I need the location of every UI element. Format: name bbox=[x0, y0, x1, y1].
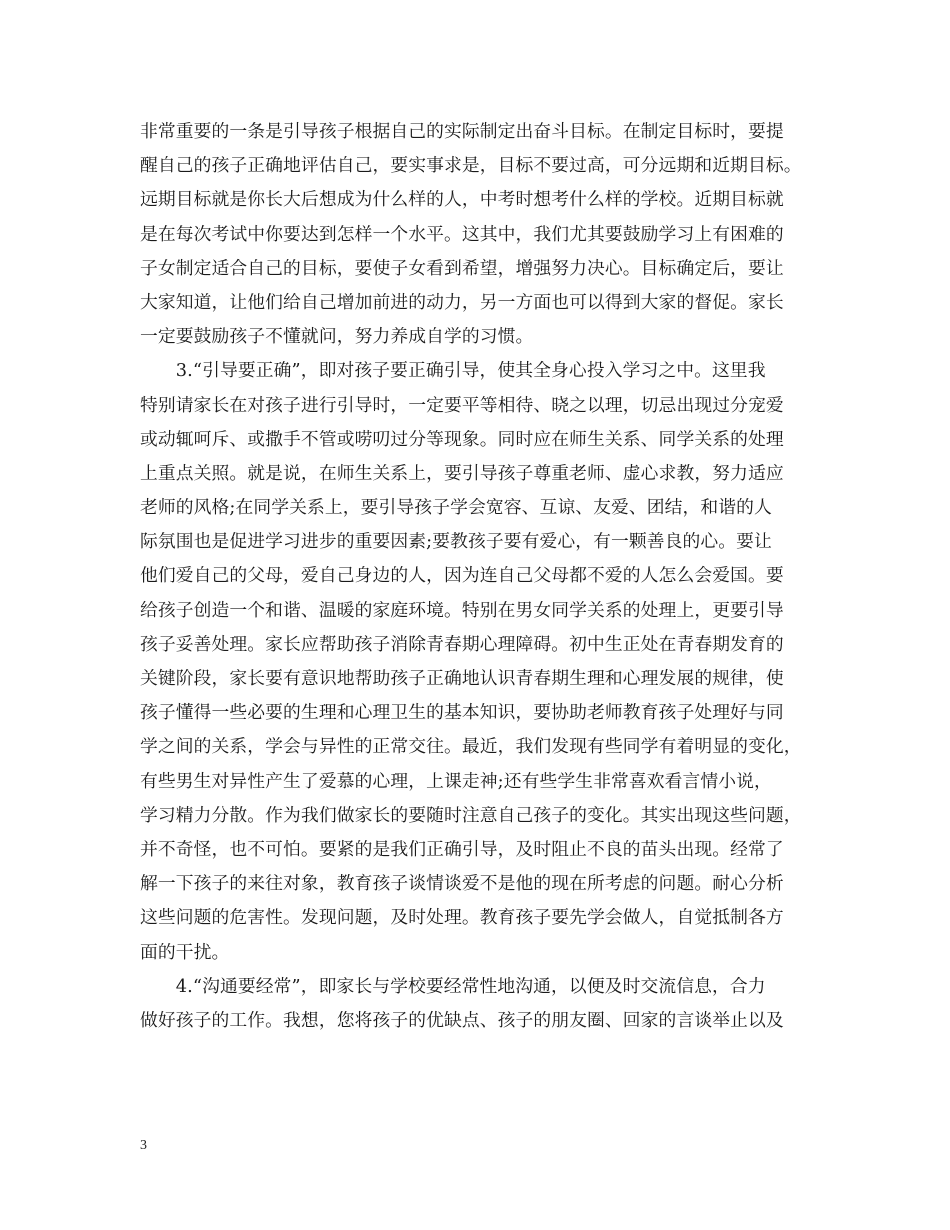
text-line: 远期目标就是你长大后想成为什么样的人，中考时想考什么样的学校。近期目标就 bbox=[140, 189, 784, 211]
text-line: 上重点关照。就是说，在师生关系上，要引导孩子尊重老师、虚心求教，努力适应 bbox=[140, 462, 784, 484]
text-line: 孩子懂得一些必要的生理和心理卫生的基本知识，要协助老师教育孩子处理好与同 bbox=[140, 702, 784, 724]
text-line: 关键阶段，家长要有意识地帮助孩子正确地认识青春期生理和心理发展的规律，使 bbox=[140, 668, 784, 689]
text-line: 3.“引导要正确”，即对孩子要正确引导，使其全身心投入学习之中。这里我 bbox=[140, 360, 766, 382]
text-line: 子女制定适合自己的目标，要使子女看到希望，增强努力决心。目标确定后，要让 bbox=[140, 257, 784, 279]
text-line: 学习精力分散。作为我们做家长的要随时注意自己孩子的变化。其实出现这些问题， bbox=[140, 804, 802, 826]
document-body bbox=[140, 115, 812, 1038]
text-line: 做好孩子的工作。我想，您将孩子的优缺点、孩子的朋友圈、回家的言谈举止以及 bbox=[140, 1009, 784, 1031]
page-number: 3 bbox=[140, 1138, 147, 1153]
text-line: 一定要鼓励孩子不懂就问，努力养成自学的习惯。 bbox=[140, 326, 534, 348]
text-line: 并不奇怪，也不可怕。要紧的是我们正确引导，及时阻止不良的苗头出现。经常了 bbox=[140, 838, 784, 860]
text-line: 4.“沟通要经常”，即家长与学校要经常性地沟通，以便及时交流信息，合力 bbox=[140, 975, 766, 997]
text-line: 这些问题的危害性。发现问题，及时处理。教育孩子要先学会做人，自觉抵制各方 bbox=[140, 907, 784, 929]
text-line: 他们爱自己的父母，爱自己身边的人，因为连自己父母都不爱的人怎么会爱国。要 bbox=[140, 565, 784, 587]
text-line: 孩子妥善处理。家长应帮助孩子消除青春期心理障碍。初中生正处在青春期发育的 bbox=[140, 633, 784, 655]
text-line: 特别请家长在对孩子进行引导时，一定要平等相待、晓之以理，切忌出现过分宠爱 bbox=[140, 394, 784, 416]
text-line: 是在每次考试中你要达到怎样一个水平。这其中，我们尤其要鼓励学习上有困难的 bbox=[140, 223, 784, 245]
text-line: 醒自己的孩子正确地评估自己，要实事求是，目标不要过高，可分远期和近期目标。 bbox=[140, 155, 802, 177]
text-line: 老师的风格;在同学关系上，要引导孩子学会宽容、互谅、友爱、团结，和谐的人 bbox=[140, 497, 772, 519]
text-line: 学之间的关系，学会与异性的正常交往。最近，我们发现有些同学有着明显的变化， bbox=[140, 736, 802, 758]
text-line: 给孩子创造一个和谐、温暖的家庭环境。特别在男女同学关系的处理上，更要引导 bbox=[140, 599, 784, 621]
text-line: 非常重要的一条是引导孩子根据自己的实际制定出奋斗目标。在制定目标时，要提 bbox=[140, 121, 784, 142]
text-line: 大家知道，让他们给自己增加前进的动力，另一方面也可以得到大家的督促。家长 bbox=[140, 291, 784, 313]
text-line: 际氛围也是促进学习进步的重要因素;要教孩子要有爱心，有一颗善良的心。要让 bbox=[140, 531, 772, 553]
text-line: 面的干扰。 bbox=[140, 941, 230, 963]
text-line: 有些男生对异性产生了爱慕的心理，上课走神;还有些学生非常喜欢看言情小说， bbox=[140, 770, 772, 792]
text-line: 或动辄呵斥、或撒手不管或唠叨过分等现象。同时应在师生关系、同学关系的处理 bbox=[140, 428, 784, 450]
text-line: 解一下孩子的来往对象，教育孩子谈情谈爱不是他的现在所考虑的问题。耐心分析 bbox=[140, 873, 784, 895]
